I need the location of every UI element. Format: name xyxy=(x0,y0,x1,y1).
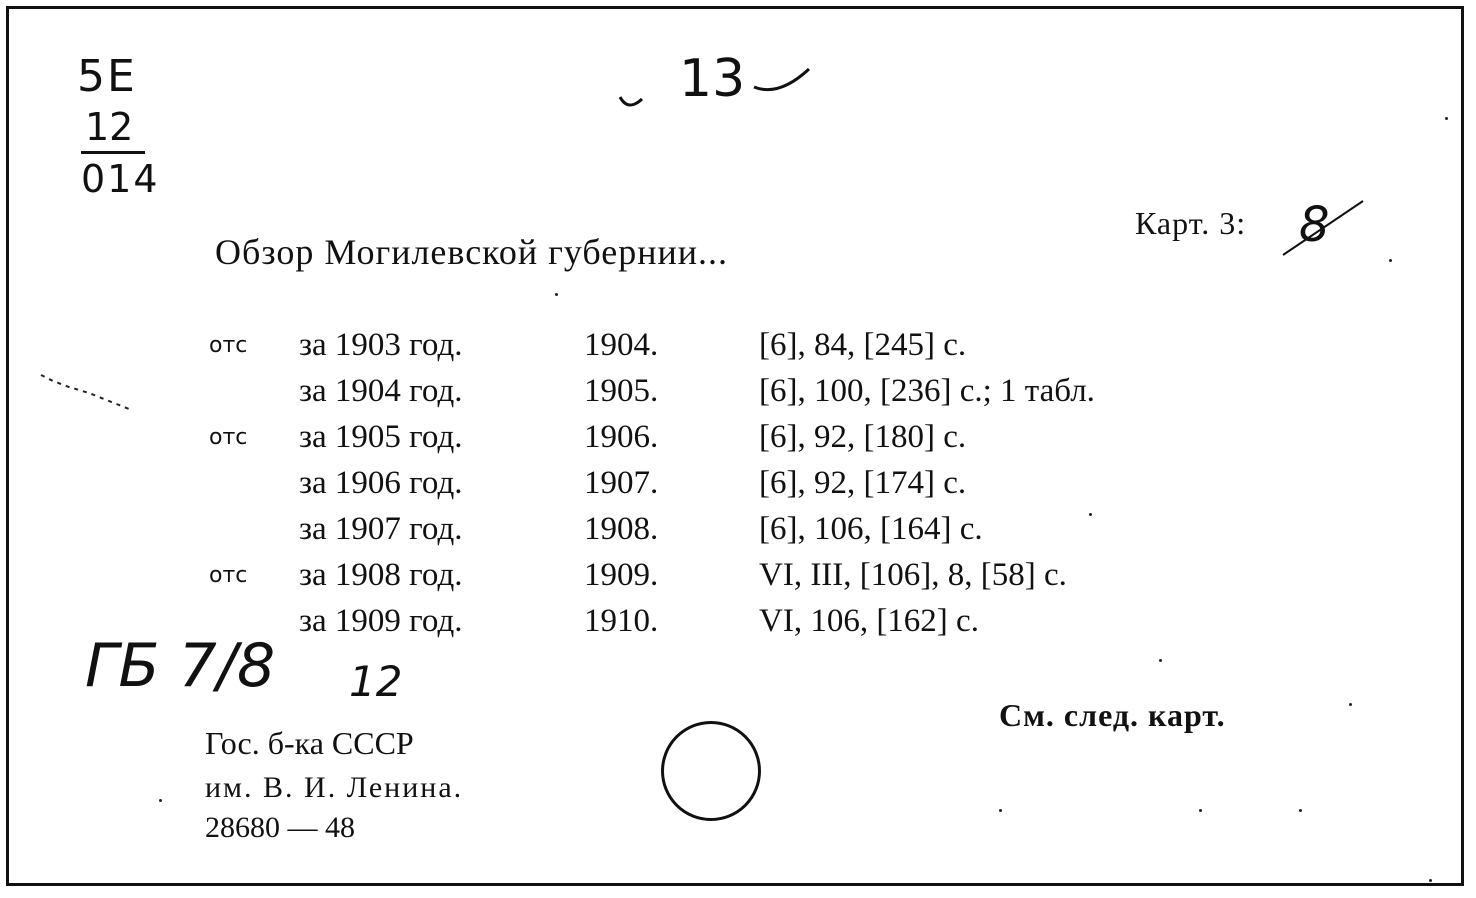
entry-pages: VI, III, [106], 8, [58] с. xyxy=(759,557,1067,593)
scan-speck xyxy=(1089,513,1092,516)
scan-speck xyxy=(1445,117,1448,120)
entry-year: 1905. xyxy=(584,373,659,409)
entry-pages: [6], 106, [164] с. xyxy=(759,511,983,547)
scan-speck xyxy=(1199,809,1202,812)
scan-speck xyxy=(159,799,162,802)
scan-speck xyxy=(1429,879,1432,882)
scan-speck xyxy=(1349,703,1352,706)
entry-period: за 1908 год. xyxy=(299,557,463,593)
shelfmark-line2: 12 xyxy=(85,105,134,149)
gb-sub: 12 xyxy=(349,657,403,706)
shelfmark-line1: 5E xyxy=(77,51,137,102)
list-item xyxy=(9,419,1461,463)
scan-speck xyxy=(999,809,1002,812)
gb-code: ГБ 7/8 xyxy=(85,631,276,701)
catalog-card xyxy=(6,6,1464,886)
see-next-card: См. след. карт. xyxy=(999,697,1226,733)
entry-pages: [6], 92, [174] с. xyxy=(759,465,967,501)
library-line1: Гос. б-ка СССР xyxy=(205,725,414,761)
top-mark: 13 xyxy=(679,49,746,109)
list-item xyxy=(9,373,1461,417)
card-title: Обзор Могилевской губернии... xyxy=(215,232,729,272)
entry-pages: [6], 92, [180] с. xyxy=(759,419,967,455)
entry-pages: [6], 84, [245] с. xyxy=(759,327,967,363)
entry-pages: [6], 100, [236] с.; 1 табл. xyxy=(759,373,1095,409)
entry-pages: VI, 106, [162] с. xyxy=(759,603,979,639)
entry-mark: отс xyxy=(209,425,248,450)
scan-speck xyxy=(1159,659,1162,662)
list-item xyxy=(9,511,1461,555)
entry-year: 1904. xyxy=(584,327,659,363)
entry-mark: отс xyxy=(209,563,248,588)
entry-period: за 1903 год. xyxy=(299,327,463,363)
entry-year: 1909. xyxy=(584,557,659,593)
library-line2: им. В. И. Ленина. xyxy=(205,771,464,804)
entry-period: за 1905 год. xyxy=(299,419,463,455)
entry-period: за 1909 год. xyxy=(299,603,463,639)
entry-mark: отс xyxy=(209,333,248,358)
kart-number: 8 xyxy=(1299,197,1330,253)
list-item xyxy=(9,327,1461,371)
shelfmark-line3: 014 xyxy=(81,157,160,201)
entry-period: за 1906 год. xyxy=(299,465,463,501)
entry-year: 1910. xyxy=(584,603,659,639)
kart-label: Карт. 3: xyxy=(1135,205,1247,241)
list-item xyxy=(9,465,1461,509)
entry-year: 1907. xyxy=(584,465,659,501)
kart-strike-icon xyxy=(1279,195,1369,265)
entry-year: 1908. xyxy=(584,511,659,547)
entry-year: 1906. xyxy=(584,419,659,455)
print-code: 28680 — 48 xyxy=(205,811,355,844)
shelfmark-fraction-line xyxy=(81,151,145,154)
scan-streak-icon xyxy=(39,371,159,431)
entry-period: за 1907 год. xyxy=(299,511,463,547)
punch-hole xyxy=(661,721,761,821)
scan-speck xyxy=(1299,809,1302,812)
scan-speck xyxy=(1389,259,1392,262)
scan-speck xyxy=(555,293,558,296)
entry-period: за 1904 год. xyxy=(299,373,463,409)
list-item xyxy=(9,557,1461,601)
